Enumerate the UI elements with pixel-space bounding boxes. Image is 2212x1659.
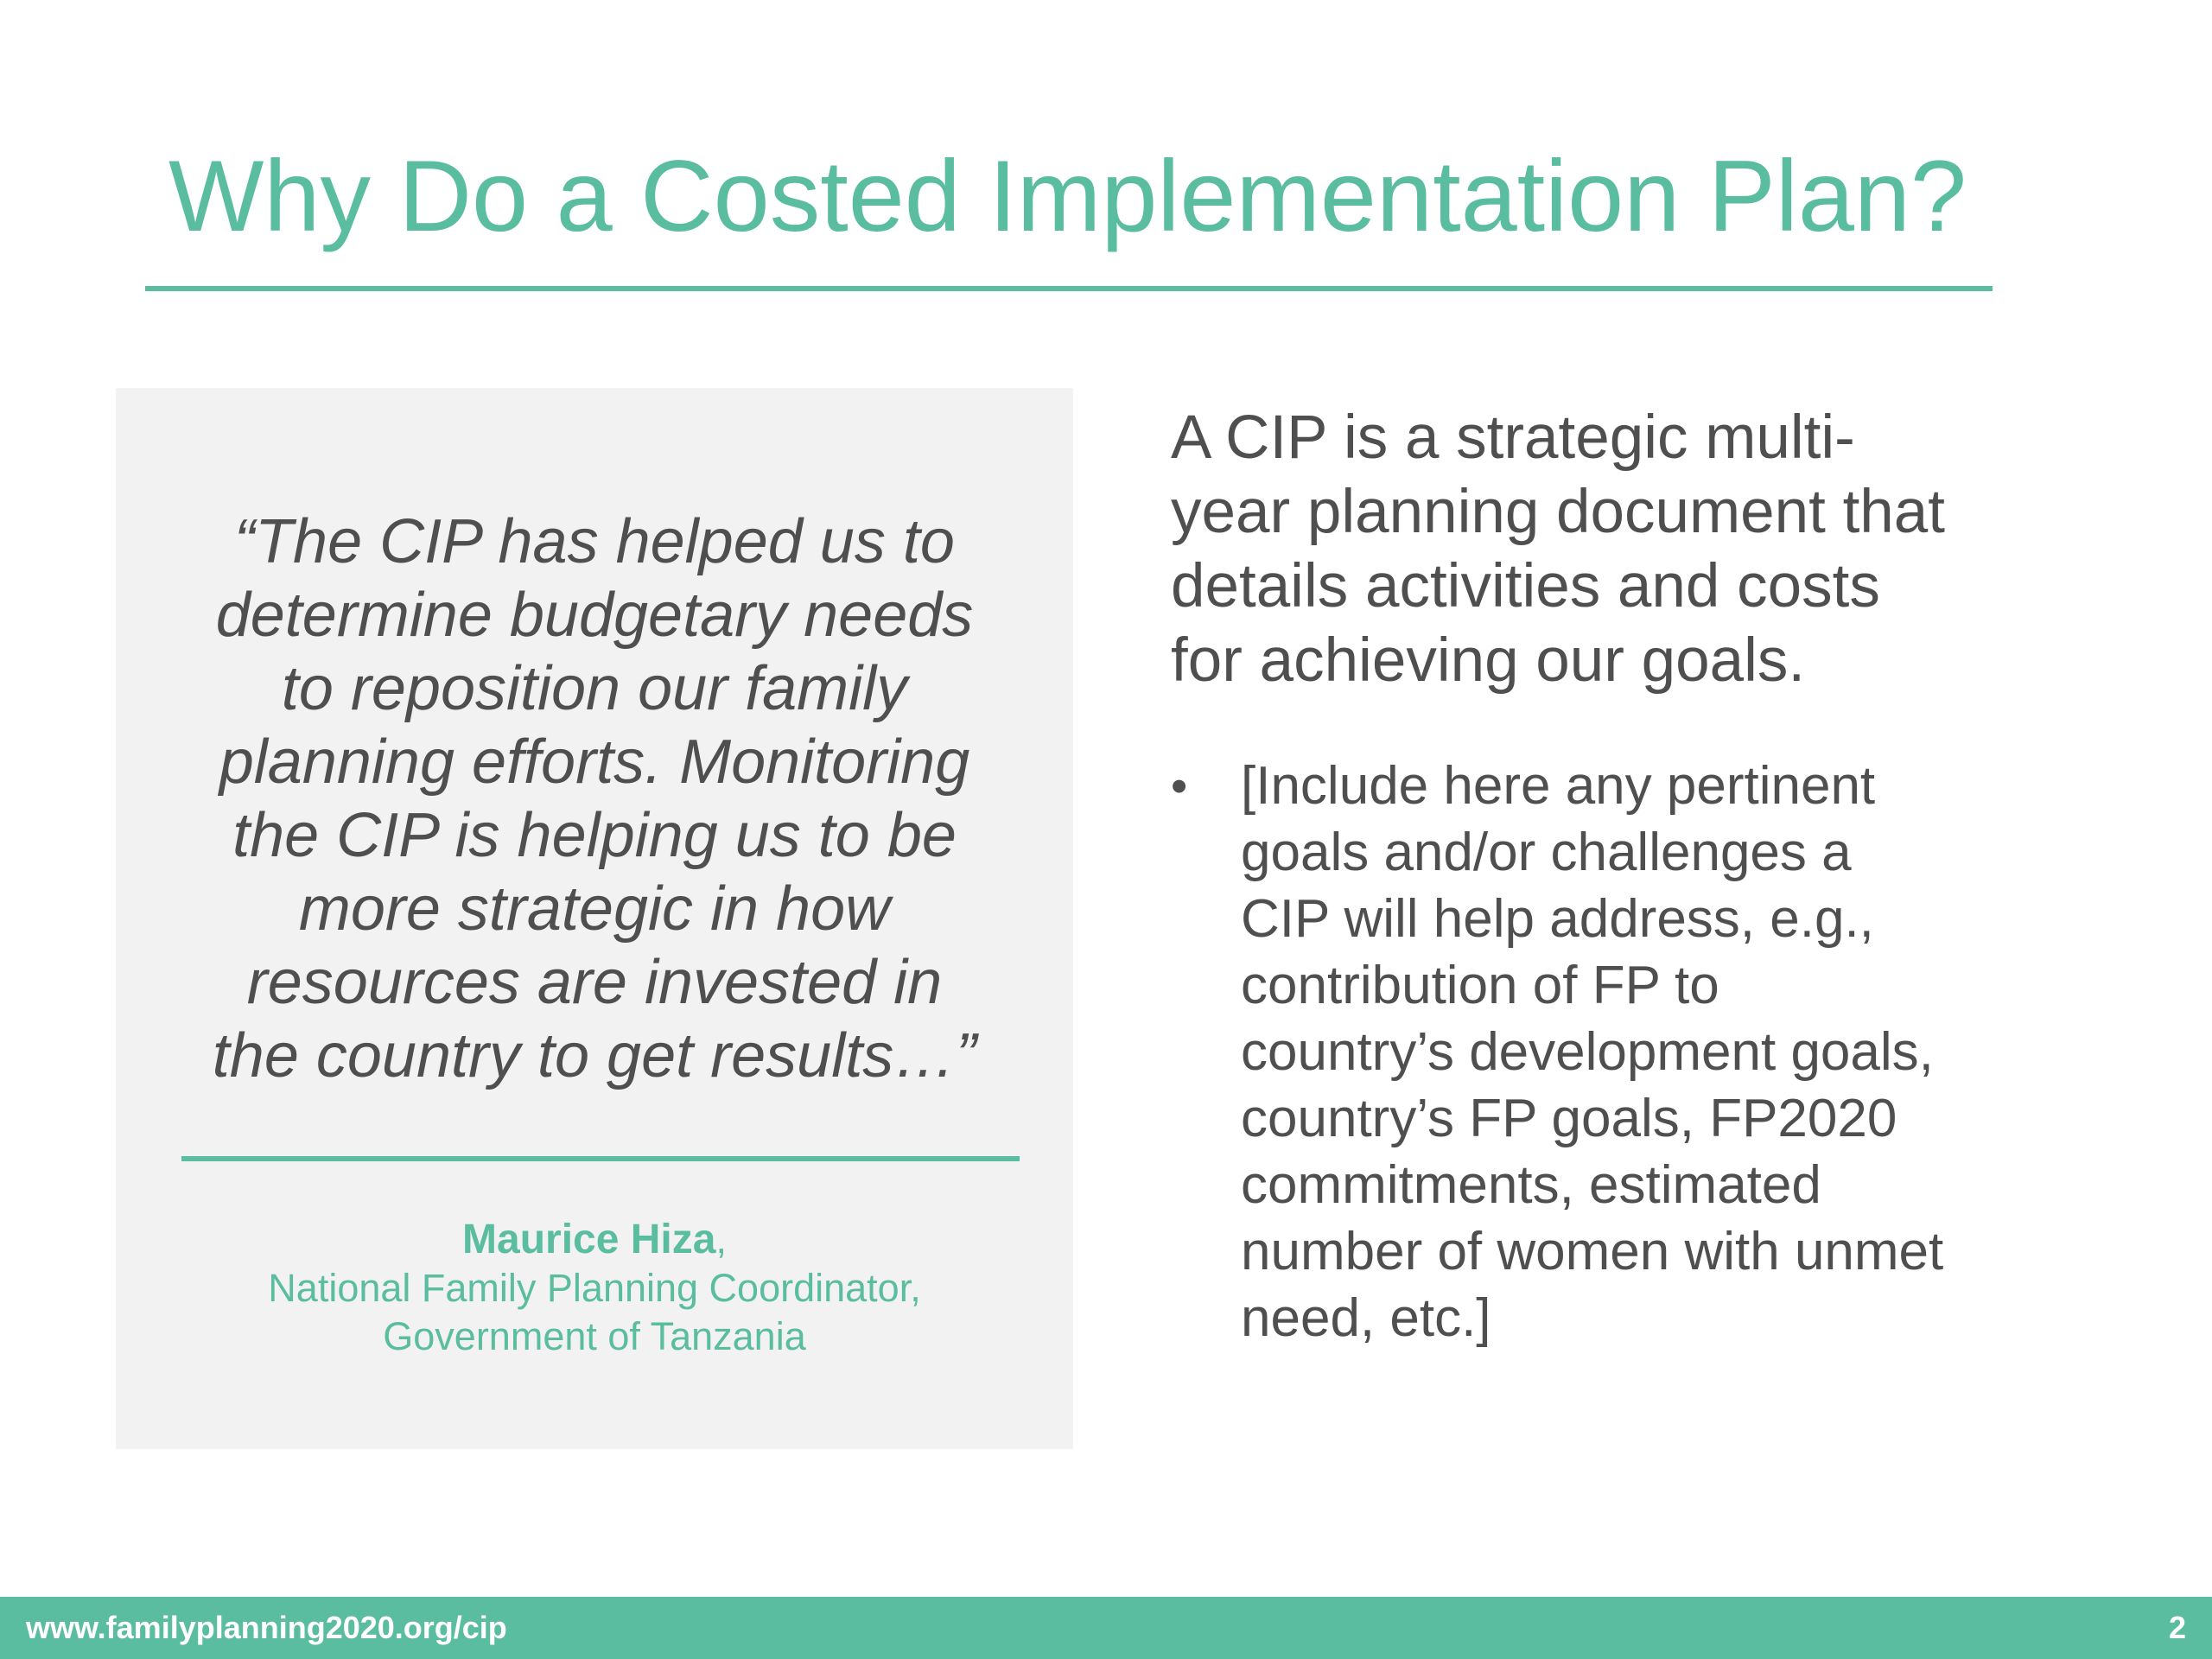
quote-text (150, 505, 1039, 1093)
bullet-line: need, etc.] (1241, 1288, 1491, 1348)
quote-line: “The CIP has helped us to (234, 507, 955, 576)
bullet-line: [Include here any pertinent (1241, 756, 1876, 816)
quote-line: resources are invested in (246, 948, 943, 1017)
lead-paragraph (1171, 401, 2035, 698)
quote-line: the country to get results…” (212, 1021, 977, 1090)
quote-divider (181, 1156, 1020, 1161)
lead-line: details activities and costs (1171, 552, 1880, 620)
lead-line: for achieving our goals. (1171, 626, 1806, 695)
quote-line: to reposition our family (281, 654, 908, 723)
quote-line: the CIP is helping us to be (232, 801, 957, 870)
bullet-line: country’s development goals, (1241, 1022, 1934, 1082)
bullet-list (1171, 753, 2035, 1351)
footer-bar (0, 1597, 2212, 1659)
bullet-line: number of women with unmet (1241, 1222, 1944, 1281)
slide-title: Why Do a Costed Implementation Plan? (168, 139, 1967, 252)
list-item (1171, 753, 2035, 1351)
quote-panel (116, 388, 1073, 1449)
lead-line: year planning document that (1171, 478, 1945, 546)
bullet-line: country’s FP goals, FP2020 (1241, 1089, 1897, 1148)
bullet-line: commitments, estimated (1241, 1155, 1821, 1215)
bullet-line: goals and/or challenges a (1241, 823, 1852, 882)
author-name-comma: , (715, 1217, 727, 1262)
bullet-icon: • (1171, 759, 1188, 812)
page-number: 2 (2168, 1610, 2186, 1645)
author-name: Maurice Hiza (462, 1217, 716, 1262)
footer-url-link[interactable]: www.familyplanning2020.org/cip (26, 1610, 507, 1645)
quote-attribution (116, 1216, 1073, 1361)
bullet-line: CIP will help address, e.g., (1241, 889, 1874, 949)
quote-line: determine budgetary needs (215, 581, 974, 650)
author-organization: Government of Tanzania (383, 1314, 806, 1358)
attribution-name-line (116, 1216, 1073, 1264)
title-underline (145, 286, 1993, 291)
author-role: National Family Planning Coordinator, (268, 1266, 921, 1310)
lead-line: A CIP is a strategic multi- (1171, 404, 1855, 472)
quote-line: more strategic in how (298, 874, 891, 944)
bullet-line: contribution of FP to (1241, 956, 1719, 1015)
quote-line: planning efforts. Monitoring (219, 728, 970, 797)
